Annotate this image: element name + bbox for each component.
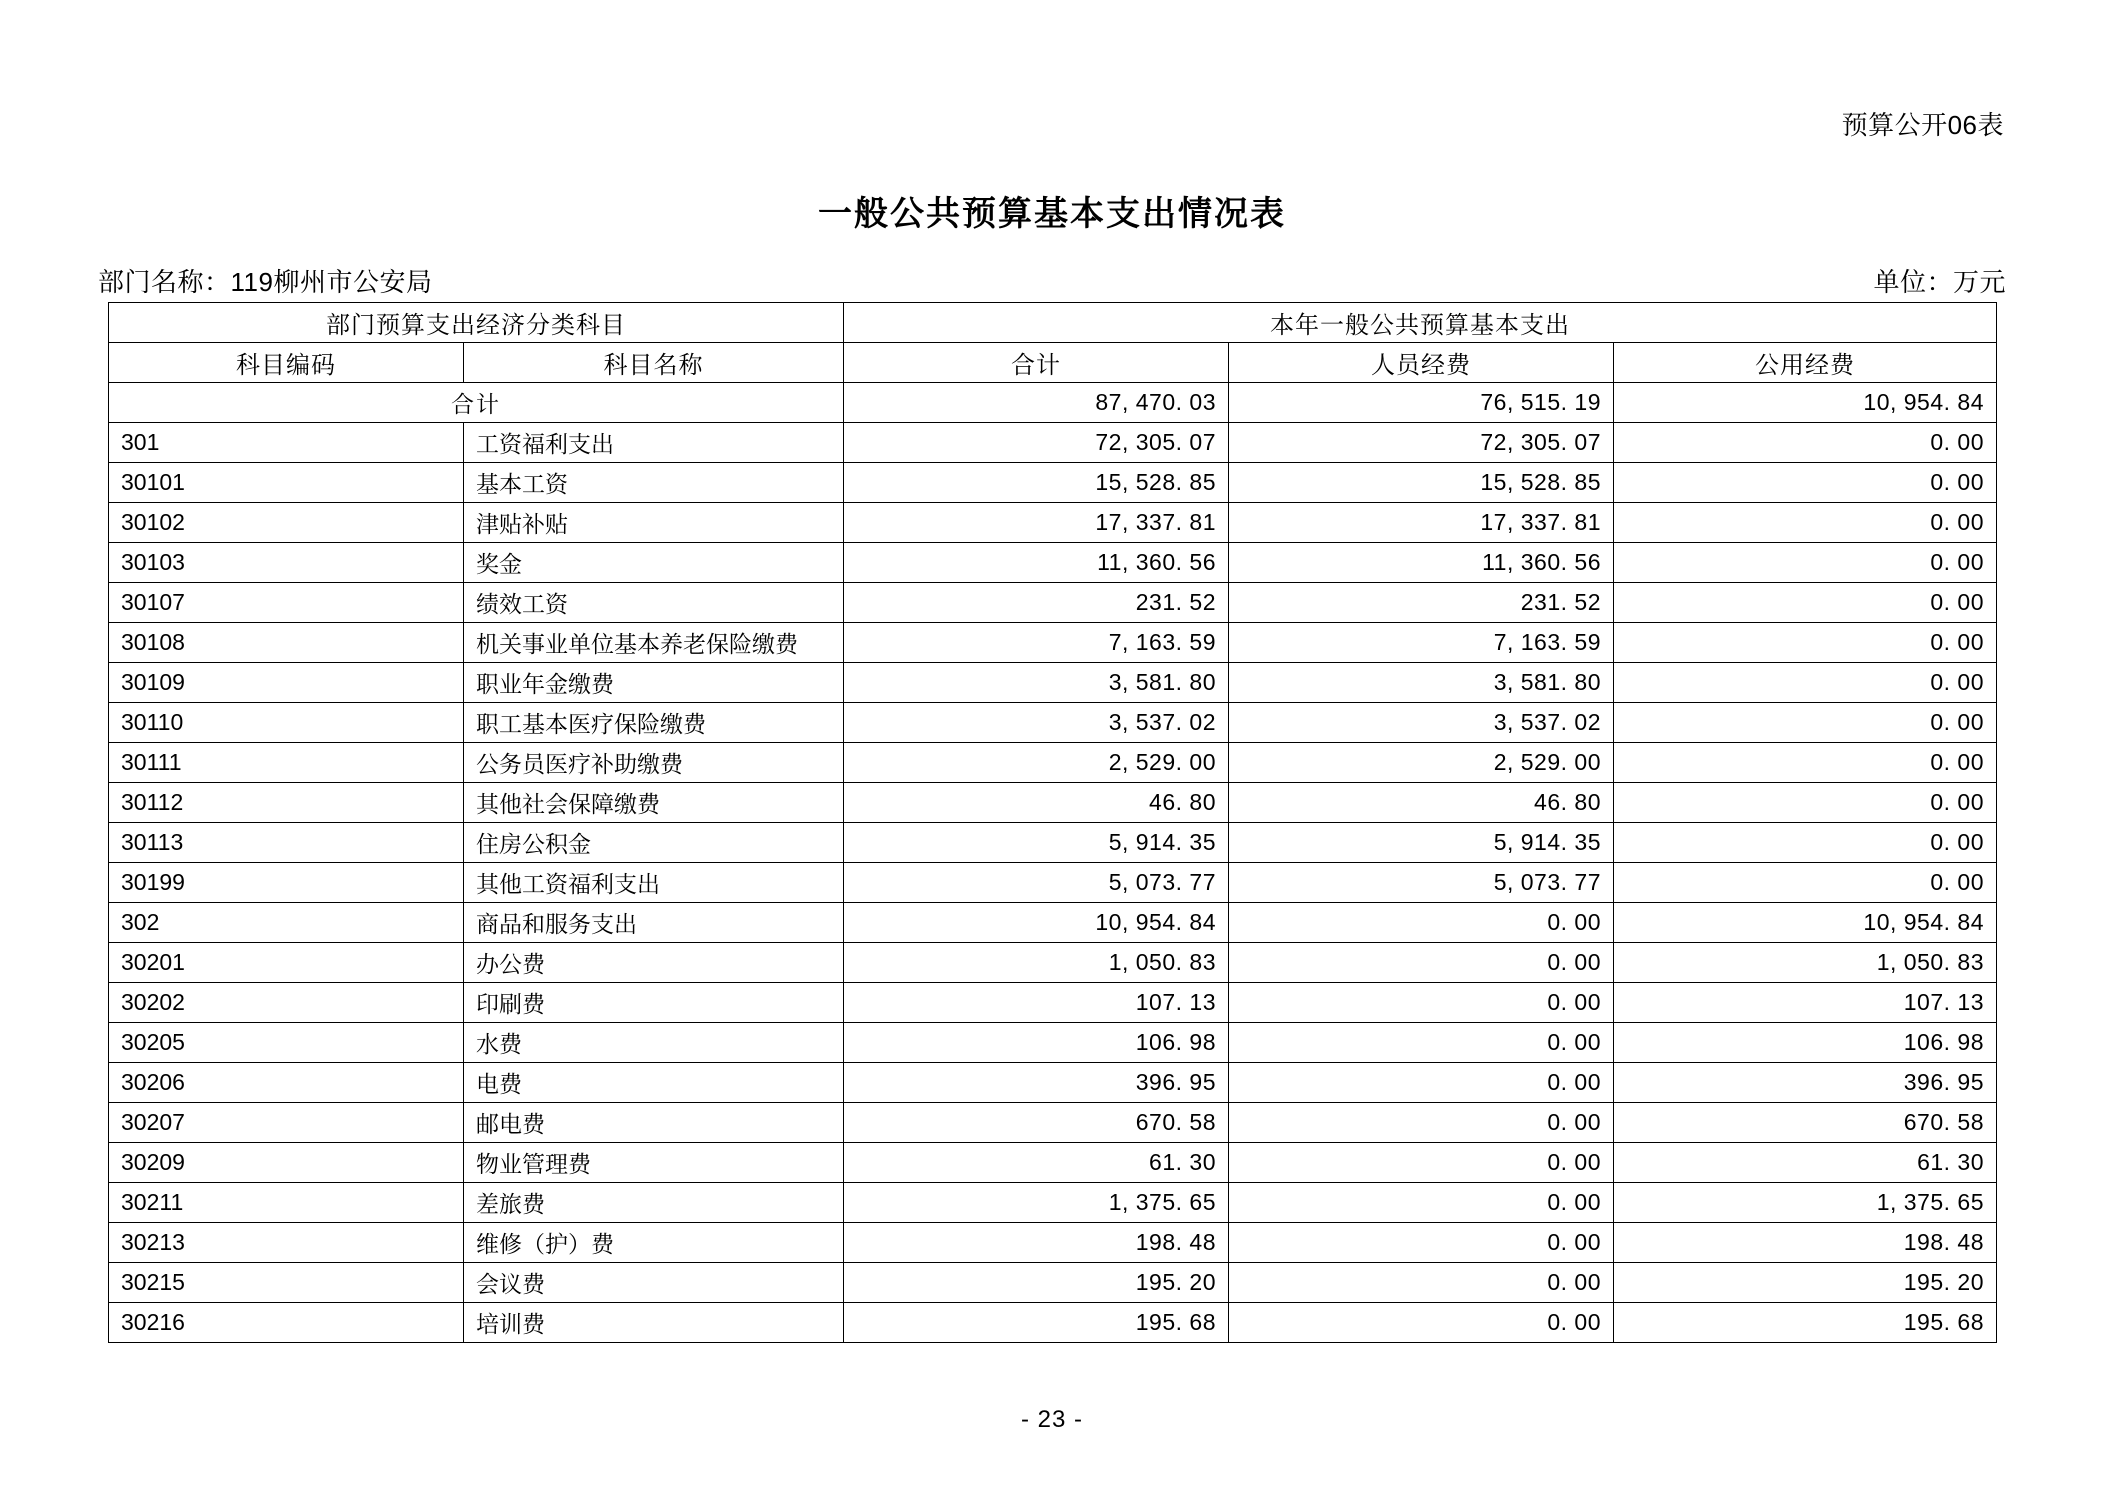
cell-personnel: 17, 337. 81 (1229, 503, 1614, 543)
cell-code: 30103 (109, 543, 464, 583)
cell-code: 30111 (109, 743, 464, 783)
table-row (109, 783, 1997, 823)
cell-personnel: 0. 00 (1229, 1143, 1614, 1183)
table-head (109, 303, 1997, 383)
cell-total: 10, 954. 84 (844, 903, 1229, 943)
cell-name: 职业年金缴费 (464, 663, 844, 703)
cell-personnel: 0. 00 (1229, 983, 1614, 1023)
cell-personnel: 3, 537. 02 (1229, 703, 1614, 743)
table-row (109, 583, 1997, 623)
cell-total: 11, 360. 56 (844, 543, 1229, 583)
cell-personnel: 5, 914. 35 (1229, 823, 1614, 863)
cell-code: 30211 (109, 1183, 464, 1223)
cell-name: 工资福利支出 (464, 423, 844, 463)
cell-name: 住房公积金 (464, 823, 844, 863)
cell-public: 0. 00 (1614, 623, 1997, 663)
cell-personnel: 0. 00 (1229, 943, 1614, 983)
table-group-header-row (109, 303, 1997, 343)
cell-total: 198. 48 (844, 1223, 1229, 1263)
table-row (109, 943, 1997, 983)
cell-total: 106. 98 (844, 1023, 1229, 1063)
cell-total: 195. 20 (844, 1263, 1229, 1303)
page-title: 一般公共预算基本支出情况表 (818, 195, 1286, 233)
table-row-total (109, 383, 1997, 423)
cell-code: 30113 (109, 823, 464, 863)
cell-total: 61. 30 (844, 1143, 1229, 1183)
cell-code: 30199 (109, 863, 464, 903)
table-row (109, 1263, 1997, 1303)
cell-code: 30209 (109, 1143, 464, 1183)
cell-total: 2, 529. 00 (844, 743, 1229, 783)
table-row (109, 423, 1997, 463)
cell-total: 7, 163. 59 (844, 623, 1229, 663)
cell-public: 106. 98 (1614, 1023, 1997, 1063)
cell-code: 30216 (109, 1303, 464, 1343)
cell-total: 5, 914. 35 (844, 823, 1229, 863)
cell-name: 职工基本医疗保险缴费 (464, 703, 844, 743)
cell-public: 0. 00 (1614, 863, 1997, 903)
cell-personnel: 72, 305. 07 (1229, 423, 1614, 463)
cell-public: 0. 00 (1614, 703, 1997, 743)
cell-name: 水费 (464, 1023, 844, 1063)
table-body (109, 383, 1997, 1343)
cell-code: 30207 (109, 1103, 464, 1143)
table-row (109, 663, 1997, 703)
cell-code: 30109 (109, 663, 464, 703)
cell-name: 奖金 (464, 543, 844, 583)
unit-label: 单位：万元 (1873, 267, 2006, 297)
cell-personnel: 3, 581. 80 (1229, 663, 1614, 703)
table-row (109, 1183, 1997, 1223)
cell-personnel: 0. 00 (1229, 1063, 1614, 1103)
subheader-row (98, 262, 2006, 299)
cell-name: 办公费 (464, 943, 844, 983)
cell-personnel: 0. 00 (1229, 1223, 1614, 1263)
cell-code: 30215 (109, 1263, 464, 1303)
cell-total: 3, 537. 02 (844, 703, 1229, 743)
table-row (109, 863, 1997, 903)
cell-public: 198. 48 (1614, 1223, 1997, 1263)
table-row (109, 1103, 1997, 1143)
cell-total: 231. 52 (844, 583, 1229, 623)
column-header-name: 科目名称 (464, 343, 844, 383)
table-row (109, 543, 1997, 583)
cell-code: 302 (109, 903, 464, 943)
cell-code: 301 (109, 423, 464, 463)
cell-public: 0. 00 (1614, 423, 1997, 463)
cell-public: 0. 00 (1614, 663, 1997, 703)
total-row-total: 87, 470. 03 (844, 383, 1229, 423)
cell-total: 3, 581. 80 (844, 663, 1229, 703)
cell-code: 30101 (109, 463, 464, 503)
table-row (109, 1143, 1997, 1183)
cell-personnel: 7, 163. 59 (1229, 623, 1614, 663)
cell-personnel: 11, 360. 56 (1229, 543, 1614, 583)
cell-public: 0. 00 (1614, 503, 1997, 543)
cell-code: 30206 (109, 1063, 464, 1103)
cell-public: 195. 68 (1614, 1303, 1997, 1343)
table-row (109, 1223, 1997, 1263)
total-row-label: 合计 (109, 383, 844, 423)
cell-personnel: 0. 00 (1229, 1103, 1614, 1143)
cell-public: 0. 00 (1614, 583, 1997, 623)
cell-name: 电费 (464, 1063, 844, 1103)
cell-name: 维修（护）费 (464, 1223, 844, 1263)
budget-table (108, 302, 1997, 1343)
cell-code: 30201 (109, 943, 464, 983)
cell-public: 195. 20 (1614, 1263, 1997, 1303)
table-row (109, 1303, 1997, 1343)
column-header-personnel: 人员经费 (1229, 343, 1614, 383)
cell-public: 10, 954. 84 (1614, 903, 1997, 943)
column-header-total: 合计 (844, 343, 1229, 383)
cell-personnel: 5, 073. 77 (1229, 863, 1614, 903)
cell-public: 0. 00 (1614, 823, 1997, 863)
cell-name: 会议费 (464, 1263, 844, 1303)
cell-total: 72, 305. 07 (844, 423, 1229, 463)
cell-public: 1, 375. 65 (1614, 1183, 1997, 1223)
table-row (109, 623, 1997, 663)
department-name: 部门名称：119柳州市公安局 (98, 267, 433, 297)
cell-name: 其他社会保障缴费 (464, 783, 844, 823)
cell-name: 机关事业单位基本养老保险缴费 (464, 623, 844, 663)
group-header-left: 部门预算支出经济分类科目 (109, 303, 844, 343)
cell-name: 津贴补贴 (464, 503, 844, 543)
cell-public: 0. 00 (1614, 783, 1997, 823)
cell-personnel: 15, 528. 85 (1229, 463, 1614, 503)
table-row (109, 1063, 1997, 1103)
table-row (109, 983, 1997, 1023)
cell-code: 30213 (109, 1223, 464, 1263)
cell-name: 商品和服务支出 (464, 903, 844, 943)
group-header-right: 本年一般公共预算基本支出 (844, 303, 1997, 343)
cell-public: 61. 30 (1614, 1143, 1997, 1183)
cell-total: 396. 95 (844, 1063, 1229, 1103)
cell-personnel: 0. 00 (1229, 1303, 1614, 1343)
cell-name: 差旅费 (464, 1183, 844, 1223)
cell-personnel: 2, 529. 00 (1229, 743, 1614, 783)
cell-public: 0. 00 (1614, 743, 1997, 783)
cell-total: 17, 337. 81 (844, 503, 1229, 543)
cell-total: 5, 073. 77 (844, 863, 1229, 903)
cell-code: 30102 (109, 503, 464, 543)
cell-name: 绩效工资 (464, 583, 844, 623)
cell-total: 195. 68 (844, 1303, 1229, 1343)
table-row (109, 903, 1997, 943)
column-header-code: 科目编码 (109, 343, 464, 383)
cell-personnel: 46. 80 (1229, 783, 1614, 823)
cell-total: 15, 528. 85 (844, 463, 1229, 503)
cell-code: 30202 (109, 983, 464, 1023)
total-row-personnel: 76, 515. 19 (1229, 383, 1614, 423)
page-number: - 23 - (1020, 1406, 1083, 1433)
cell-code: 30110 (109, 703, 464, 743)
cell-name: 公务员医疗补助缴费 (464, 743, 844, 783)
cell-public: 1, 050. 83 (1614, 943, 1997, 983)
cell-code: 30112 (109, 783, 464, 823)
cell-total: 107. 13 (844, 983, 1229, 1023)
cell-total: 670. 58 (844, 1103, 1229, 1143)
cell-public: 107. 13 (1614, 983, 1997, 1023)
cell-code: 30205 (109, 1023, 464, 1063)
cell-name: 其他工资福利支出 (464, 863, 844, 903)
table-column-header-row (109, 343, 1997, 383)
cell-personnel: 231. 52 (1229, 583, 1614, 623)
cell-public: 670. 58 (1614, 1103, 1997, 1143)
cell-public: 0. 00 (1614, 463, 1997, 503)
column-header-public: 公用经费 (1614, 343, 1997, 383)
cell-name: 邮电费 (464, 1103, 844, 1143)
cell-public: 396. 95 (1614, 1063, 1997, 1103)
cell-total: 1, 050. 83 (844, 943, 1229, 983)
form-label: 预算公开06表 (1841, 110, 2004, 140)
cell-code: 30108 (109, 623, 464, 663)
table-row (109, 823, 1997, 863)
cell-personnel: 0. 00 (1229, 1263, 1614, 1303)
cell-total: 46. 80 (844, 783, 1229, 823)
table-row (109, 1023, 1997, 1063)
cell-name: 印刷费 (464, 983, 844, 1023)
cell-name: 培训费 (464, 1303, 844, 1343)
table-row (109, 503, 1997, 543)
cell-code: 30107 (109, 583, 464, 623)
table-row (109, 703, 1997, 743)
total-row-public: 10, 954. 84 (1614, 383, 1997, 423)
cell-personnel: 0. 00 (1229, 903, 1614, 943)
table-row (109, 463, 1997, 503)
cell-public: 0. 00 (1614, 543, 1997, 583)
cell-total: 1, 375. 65 (844, 1183, 1229, 1223)
cell-personnel: 0. 00 (1229, 1183, 1614, 1223)
table-row (109, 743, 1997, 783)
cell-name: 基本工资 (464, 463, 844, 503)
cell-name: 物业管理费 (464, 1143, 844, 1183)
cell-personnel: 0. 00 (1229, 1023, 1614, 1063)
